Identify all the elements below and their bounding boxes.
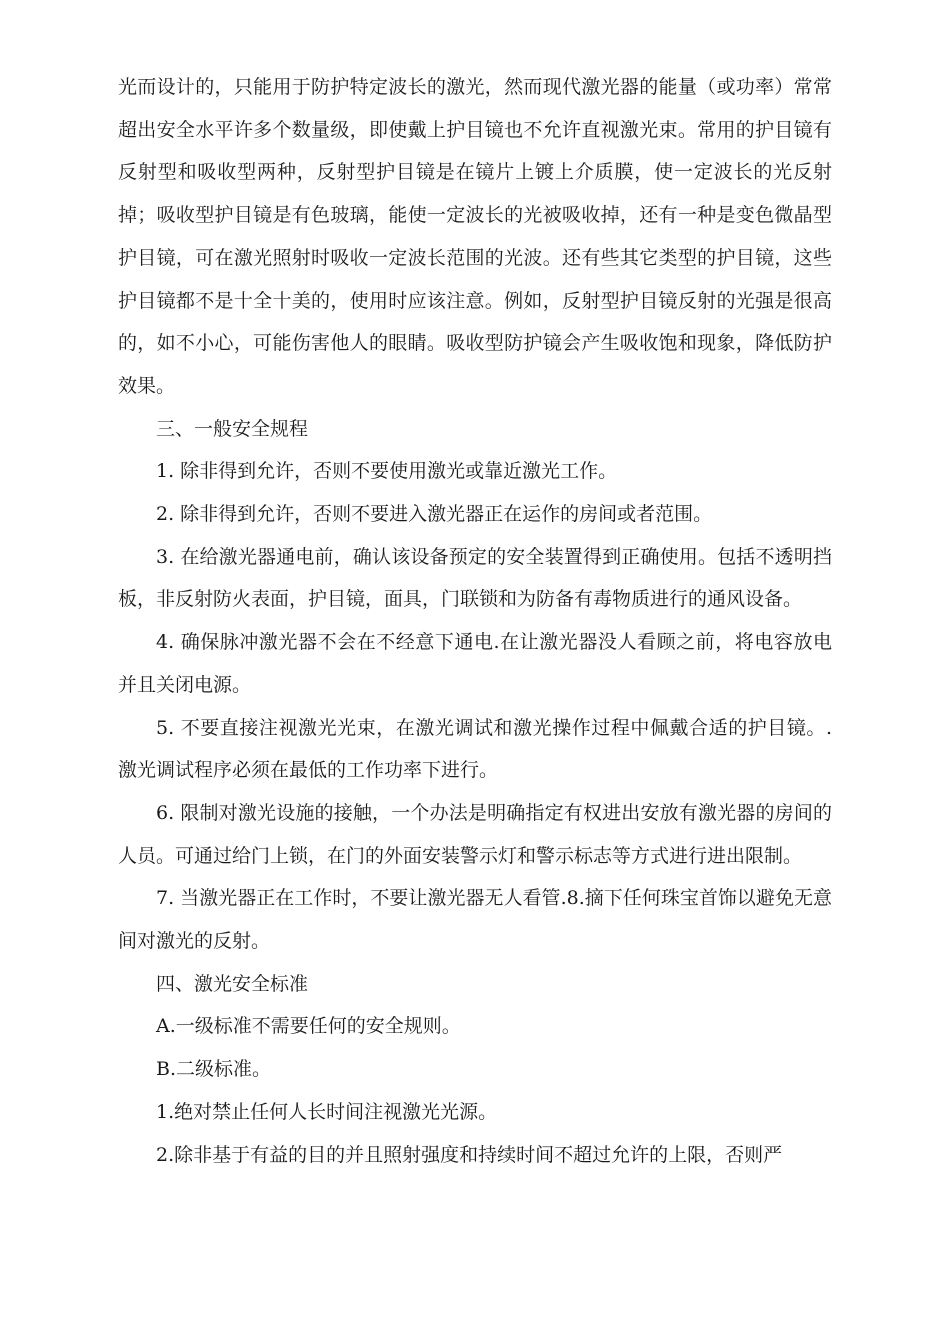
rule-item-1: 1. 除非得到允许，否则不要使用激光或靠近激光工作。 [156, 460, 618, 483]
rule-item-4: 4. 确保脉冲激光器不会在不经意下通电.在让激光器没人看顾之前，将电容放电并且关闭电源。 [118, 631, 832, 696]
rule-item-2: 2. 除非得到允许，否则不要进入激光器正在运作的房间或者范围。 [156, 503, 713, 526]
standard-class-b: B.二级标准。 [156, 1058, 272, 1081]
section-heading-general-safety: 三、一般安全规程 [156, 417, 309, 440]
paragraph-goggles-continued: 光而设计的，只能用于防护特定波长的激光，然而现代激光器的能量（或功率）常常超出安全水平许多个数量级，即使戴上护目镜也不允许直视激光束。常用的护目镜有反射型和吸收型两种，反射型护目镜是在镜片上镀上介质膜，使一定波长的光反射掉；吸收型护目镜是有色玻璃，能使一定波长的光被吸收掉，还有一种是变色微晶型护目镜，可在激光照射时吸收一定波长范围的光波。还有些其它类型的护目镜，这些护目镜都不是十全十美的，使用时应该注意。例如，反射型护目镜反射的光强是很高的，如不小心，可能伤害他人的眼睛。吸收型防护镜会产生吸收饱和现象，降低防护效果。 [118, 76, 832, 397]
standard-class-a: A.一级标准不需要任何的安全规则。 [156, 1015, 461, 1038]
document-body [118, 66, 832, 1176]
rule-item-7: 7. 当激光器正在工作时，不要让激光器无人看管.8.摘下任何珠宝首饰以避免无意间对激光的反射。 [118, 887, 832, 953]
rule-item-5: 5. 不要直接注视激光光束，在激光调试和激光操作过程中佩戴合适的护目镜。.激光调试程序必须在最低的工作功率下进行。 [118, 716, 832, 782]
section-heading-laser-standards: 四、激光安全标准 [156, 972, 309, 995]
rule-item-6: 6. 限制对激光设施的接触，一个办法是明确指定有权进出安放有激光器的房间的人员。可通过给门上锁，在门的外面安装警示灯和警示标志等方式进行进出限制。 [118, 801, 832, 867]
class-b-item-2: 2.除非基于有益的目的并且照射强度和持续时间不超过允许的上限，否则严 [156, 1143, 783, 1166]
rule-item-3: 3. 在给激光器通电前，确认该设备预定的安全装置得到正确使用。包括不透明挡板，非反射防火表面，护目镜，面具，门联锁和为防备有毒物质进行的通风设备。 [118, 545, 832, 611]
class-b-item-1: 1.绝对禁止任何人长时间注视激光光源。 [156, 1100, 498, 1123]
